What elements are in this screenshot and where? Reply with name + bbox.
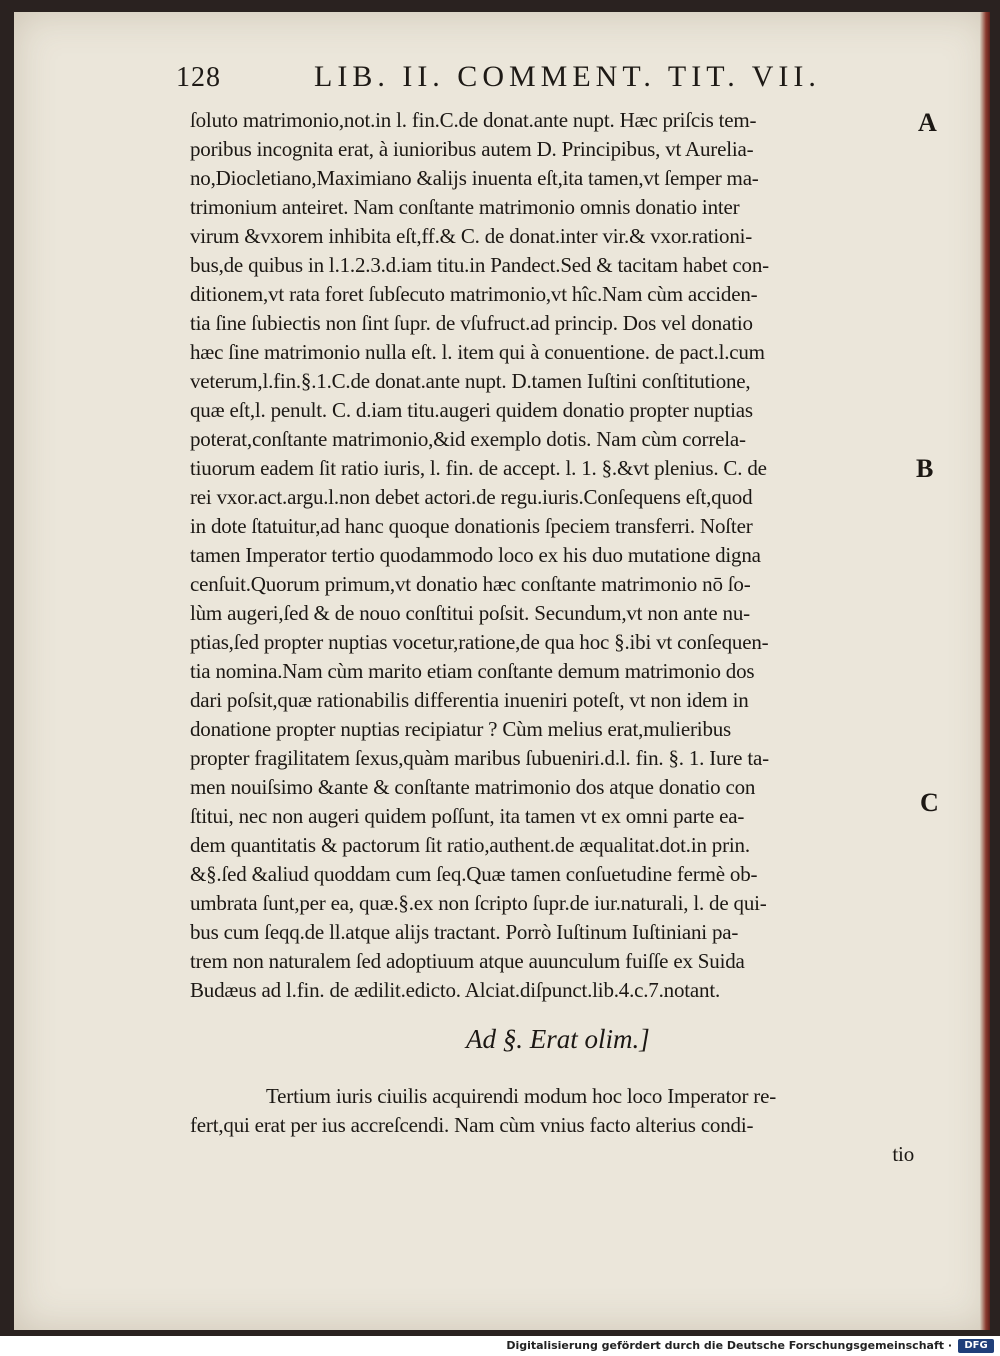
text-line: cenſuit.Quorum primum,vt donatio hæc conſtante matrimonio nō ſo- <box>190 572 751 596</box>
running-head <box>176 56 821 100</box>
text-line: tia nomina.Nam cùm marito etiam conſtante demum matrimonio dos <box>190 659 755 683</box>
text-line: rei vxor.act.argu.l.non debet actori.de regu.iuris.Conſequens eſt,quod <box>190 485 753 509</box>
page-edge <box>980 12 990 1330</box>
text-line: &§.ſed &aliud quoddam cum ſeq.Quæ tamen conſuetudine fermè ob- <box>190 862 758 886</box>
text-line: quæ eſt,l. penult. C. d.iam titu.augeri quidem donatio propter nuptias <box>190 398 753 422</box>
text-line: dari poſsit,quæ rationabilis differentia inueniri poteſt, vt non idem in <box>190 688 749 712</box>
text-line: trem non naturalem ſed adoptiuum atque auunculum fuiſſe ex Suida <box>190 949 745 973</box>
text-line: veterum,l.fin.§.1.C.de donat.ante nupt. D.tamen Iuſtini conſtitutione, <box>190 369 751 393</box>
text-line: ſoluto matrimonio,not.in l. fin.C.de donat.ante nupt. Hæc priſcis tem- <box>190 108 757 132</box>
section-subheading: Ad §. Erat olim.] <box>466 1024 650 1054</box>
dfg-logo: DFG <box>958 1339 994 1353</box>
text-line: trimonium anteiret. Nam conſtante matrimonio omnis donatio inter <box>190 195 740 219</box>
text-line: no,Diocletiano,Maximiano &alijs inuenta eſt,ita tamen,vt ſemper ma- <box>190 166 759 190</box>
footer-credit: Digitalisierung gefördert durch die Deutsche Forschungsgemeinschaft · <box>506 1339 952 1352</box>
text-line: ditionem,vt rata foret ſubſecuto matrimonio,vt hîc.Nam cùm acciden- <box>190 282 758 306</box>
text-line: tamen Imperator tertio quodammodo loco ex his duo mutatione digna <box>190 543 761 567</box>
text-line: tio <box>892 1142 914 1166</box>
text-line: bus,de quibus in l.1.2.3.d.iam titu.in Pandect.Sed & tacitam habet con- <box>190 253 769 277</box>
text-line: propter fragilitatem ſexus,quàm maribus ſubueniri.d.l. fin. §. 1. Iure ta- <box>190 746 769 770</box>
text-line: hæc ſine matrimonio nulla eſt. l. item qui à conuentione. de pact.l.cum <box>190 340 765 364</box>
text-line: virum &vxorem inhibita eſt,ff.& C. de donat.inter vir.& vxor.rationi- <box>190 224 753 248</box>
text-line: ptias,ſed propter nuptias vocetur,ratione,de qua hoc §.ibi vt conſequen- <box>190 630 769 654</box>
text-line: in dote ſtatuitur,ad hanc quoque donationis ſpeciem transferri. Noſter <box>190 514 753 538</box>
text-line: poribus incognita erat, à iunioribus autem D. Principibus, vt Aurelia- <box>190 137 754 161</box>
text-line: Budæus ad l.fin. de ædilit.edicto. Alciat.diſpunct.lib.4.c.7.notant. <box>190 978 721 1002</box>
text-line: donatione propter nuptias recipiatur ? Cùm melius erat,mulieribus <box>190 717 732 741</box>
text-line: fert,qui erat per ius accreſcendi. Nam cùm vnius facto alterius condi- <box>190 1113 754 1137</box>
body-text <box>190 106 920 1005</box>
margin-note-a: A <box>918 108 937 137</box>
text-line: men nouiſsimo &ante & conſtante matrimonio dos atque donatio con <box>190 775 756 799</box>
margin-note-c: C <box>920 788 939 817</box>
text-line: ſtitui, nec non augeri quidem poſſunt, ita tamen vt ex omni parte ea- <box>190 804 745 828</box>
text-line: lùm augeri,ſed & de nouo conſtitui poſsit. Secundum,vt non ante nu- <box>190 601 750 625</box>
text-line: Tertium iuris ciuilis acquirendi modum hoc loco Imperator re- <box>266 1084 777 1108</box>
running-title: LIB. II. COMMENT. TIT. VII. <box>314 60 821 93</box>
footer-bar <box>0 1336 1000 1356</box>
text-line: tiuorum eadem ſit ratio iuris, l. fin. de accept. l. 1. §.&vt plenius. C. de <box>190 456 767 480</box>
margin-note-b: B <box>916 454 934 483</box>
page-number: 128 <box>176 62 221 93</box>
text-line: poterat,conſtante matrimonio,&id exemplo dotis. Nam cùm correla- <box>190 427 746 451</box>
tail-text <box>190 1082 920 1169</box>
text-line: tia ſine ſubiectis non ſint ſupr. de vſufruct.ad princip. Dos vel donatio <box>190 311 753 335</box>
text-line: umbrata ſunt,per ea, quæ.§.ex non ſcripto ſupr.de iur.naturali, l. de qui- <box>190 891 767 915</box>
text-line: bus cum ſeqq.de ll.atque alijs tractant. Porrò Iuſtinum Iuſtiniani pa- <box>190 920 739 944</box>
text-line: dem quantitatis & pactorum ſit ratio,authent.de æqualitat.dot.in prin. <box>190 833 750 857</box>
